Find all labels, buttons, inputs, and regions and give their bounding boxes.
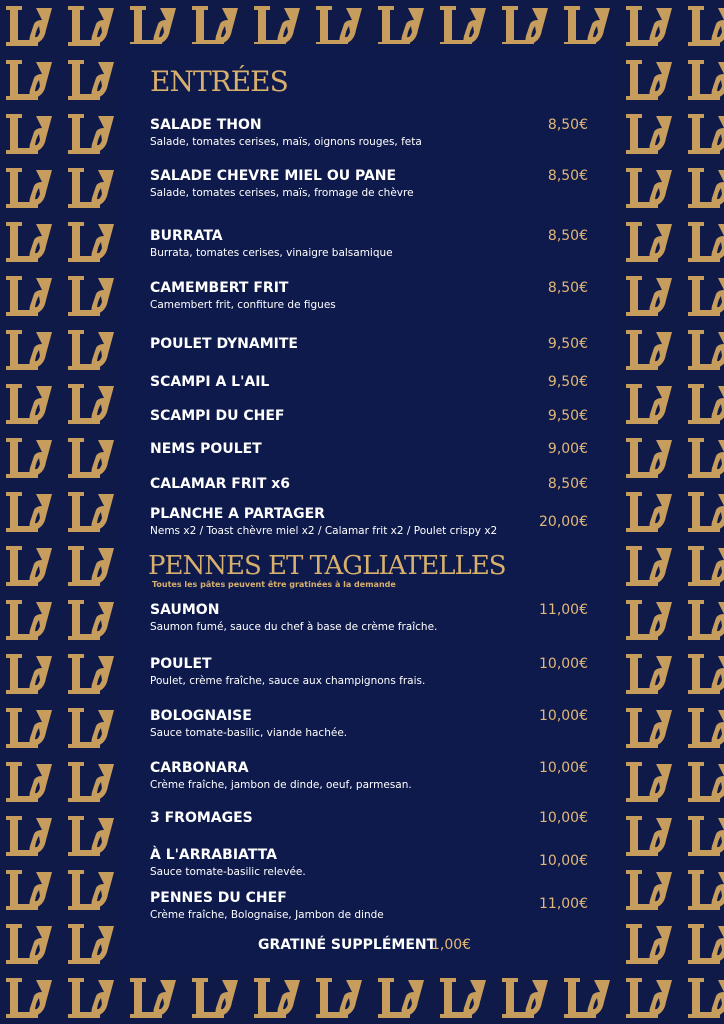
item-name: BURRATA [150,228,223,244]
item-name: SALADE CHEVRE MIEL OU PANE [150,168,397,184]
item-description: Sauce tomate-basilic relevée. [150,866,306,878]
item-name: SCAMPI DU CHEF [150,408,285,424]
item-name: POULET DYNAMITE [150,336,298,352]
item-price: 10,00€ [539,810,588,826]
item-name: CARBONARA [150,760,249,776]
item-name: BOLOGNAISE [150,708,252,724]
item-name: CALAMAR FRIT x6 [150,476,291,492]
item-price: 20,00€ [539,514,588,530]
item-price: 10,00€ [539,708,588,724]
section-title-entrees: ENTRÉES [150,65,288,98]
item-price: 10,00€ [539,760,588,776]
item-description: Nems x2 / Toast chèvre miel x2 / Calamar frit x2 / Poulet crispy x2 [150,525,498,537]
item-description: Burrata, tomates cerises, vinaigre balsamique [150,247,393,259]
item-name: SCAMPI A L'AIL [150,374,270,390]
item-description: Salade, tomates cerises, maïs, oignons rouges, feta [150,136,422,148]
item-price: 8,50€ [547,280,588,296]
item-name: SALADE THON [150,117,262,133]
item-price: 10,00€ [539,853,588,869]
item-description: Sauce tomate-basilic, viande hachée. [150,727,348,739]
section-title-pennes: PENNES ET TAGLIATELLES [148,551,506,581]
item-description: Saumon fumé, sauce du chef à base de crème fraîche. [150,621,438,633]
item-price: 11,00€ [539,896,588,912]
item-description: Poulet, crème fraîche, sauce aux champignons frais. [150,675,426,687]
item-price: 9,50€ [547,336,588,352]
section-subtitle-pennes: Toutes les pâtes peuvent être gratinées à la demande [152,580,396,589]
supplement-label: GRATINÉ SUPPLÉMENT [258,937,437,953]
item-name: POULET [150,656,212,672]
item-price: 9,50€ [547,408,588,424]
item-name: NEMS POULET [150,441,262,457]
item-description: Crème fraîche, Bolognaise, Jambon de dinde [150,909,384,921]
item-price: 9,00€ [547,441,588,457]
item-description: Crème fraîche, jambon de dinde, oeuf, parmesan. [150,779,412,791]
item-name: 3 FROMAGES [150,810,253,826]
item-name: À L'ARRABIATTA [150,847,277,863]
item-price: 8,50€ [547,476,588,492]
item-price: 10,00€ [539,656,588,672]
supplement-price: 1,00€ [431,937,472,953]
item-name: SAUMON [150,602,220,618]
item-price: 8,50€ [547,228,588,244]
item-price: 9,50€ [547,374,588,390]
item-name: PENNES DU CHEF [150,890,287,906]
item-price: 11,00€ [539,602,588,618]
item-description: Camembert frit, confiture de figues [150,299,336,311]
item-name: CAMEMBERT FRIT [150,280,289,296]
item-description: Salade, tomates cerises, maïs, fromage de chèvre [150,187,414,199]
item-price: 8,50€ [547,168,588,184]
item-price: 8,50€ [547,117,588,133]
item-name: PLANCHE A PARTAGER [150,506,325,522]
